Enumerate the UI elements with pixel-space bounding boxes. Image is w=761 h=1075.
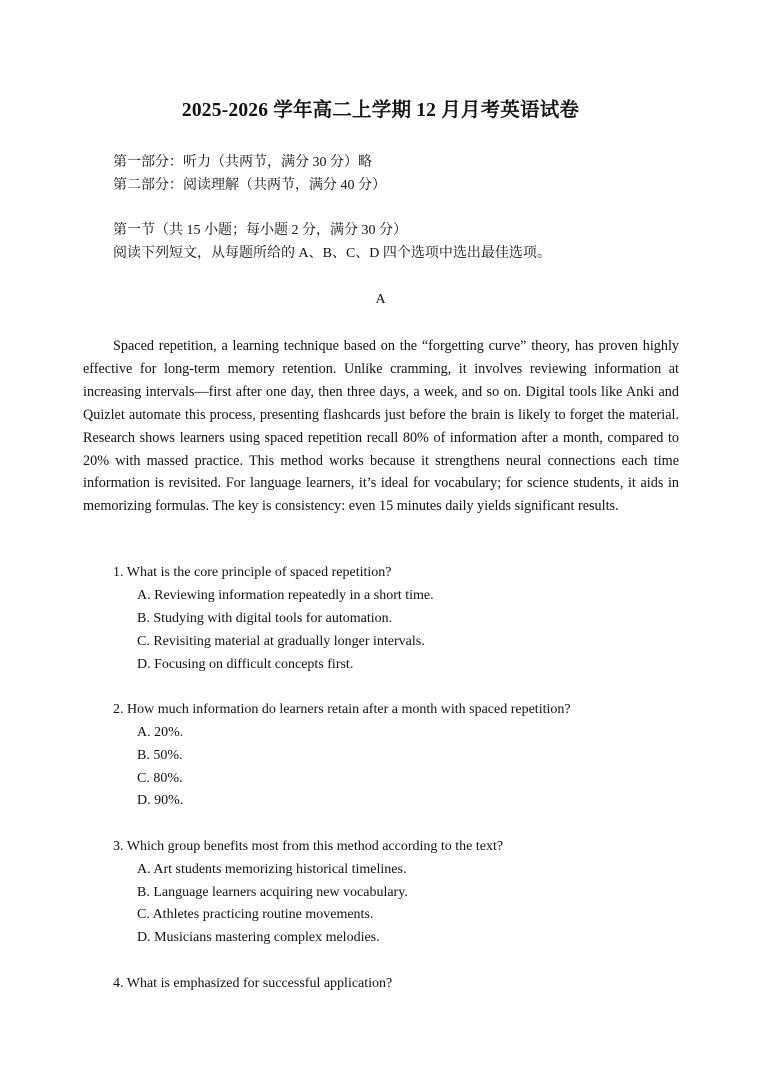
question-3-option-b: B. Language learners acquiring new vocabulary. [137,885,408,900]
passage-label: A [375,292,386,307]
question-1-stem: 1. What is the core principle of spaced repetition? [113,565,392,580]
question-2-option-b: B. 50%. [137,748,183,763]
question-1-option-b: B. Studying with digital tools for automation. [137,611,393,626]
question-1-option-d: D. Focusing on difficult concepts first. [137,657,354,672]
reading-passage [83,335,679,518]
question-3-option-d: D. Musicians mastering complex melodies. [137,930,380,945]
part1-heading: 第一部分：听力（共两节，满分 30 分）略 [113,155,372,170]
part2-heading: 第二部分：阅读理解（共两节，满分 40 分） [113,178,386,193]
question-3-option-a: A. Art students memorizing historical timelines. [137,862,407,877]
question-3-stem: 3. Which group benefits most from this method according to the text? [113,839,504,854]
question-4-stem: 4. What is emphasized for successful application? [113,976,393,991]
question-1-option-c: C. Revisiting material at gradually longer intervals. [137,634,425,649]
question-1-option-a: A. Reviewing information repeatedly in a short time. [137,588,434,603]
question-2-option-a: A. 20%. [137,725,184,740]
question-2-stem: 2. How much information do learners retain after a month with spaced repetition? [113,702,571,717]
instruction-text: 阅读下列短文，从每题所给的 A、B、C、D 四个选项中选出最佳选项。 [113,246,551,261]
question-2-option-d: D. 90%. [137,793,184,808]
section1-heading: 第一节（共 15 小题；每小题 2 分，满分 30 分） [113,223,407,238]
question-2-option-c: C. 80%. [137,771,183,786]
question-3-option-c: C. Athletes practicing routine movements. [137,907,374,922]
passage-text: Spaced repetition, a learning technique based on the “forgetting curve” theory, has proven highly effective for long-term memory retention. Unlike cramming, it involves reviewing information at increasing intervals—first after one day, then three days, a week, and so on. Digital tools like Anki and Quizlet automate this process, presenting flashcards just before the brain is likely to forget the material. Research shows learners using spaced repetition recall 80% of information after a month, compared to 20% with massed practice. This method works because it strengthens neural connections each time information is revisited. For language learners, it’s ideal for vocabulary; for science students, it aids in memorizing formulas. The key is consistency: even 15 minutes daily yields significant results. [83,338,679,515]
page-title: 2025-2026 学年高二上学期 12 月月考英语试卷 [181,100,580,121]
